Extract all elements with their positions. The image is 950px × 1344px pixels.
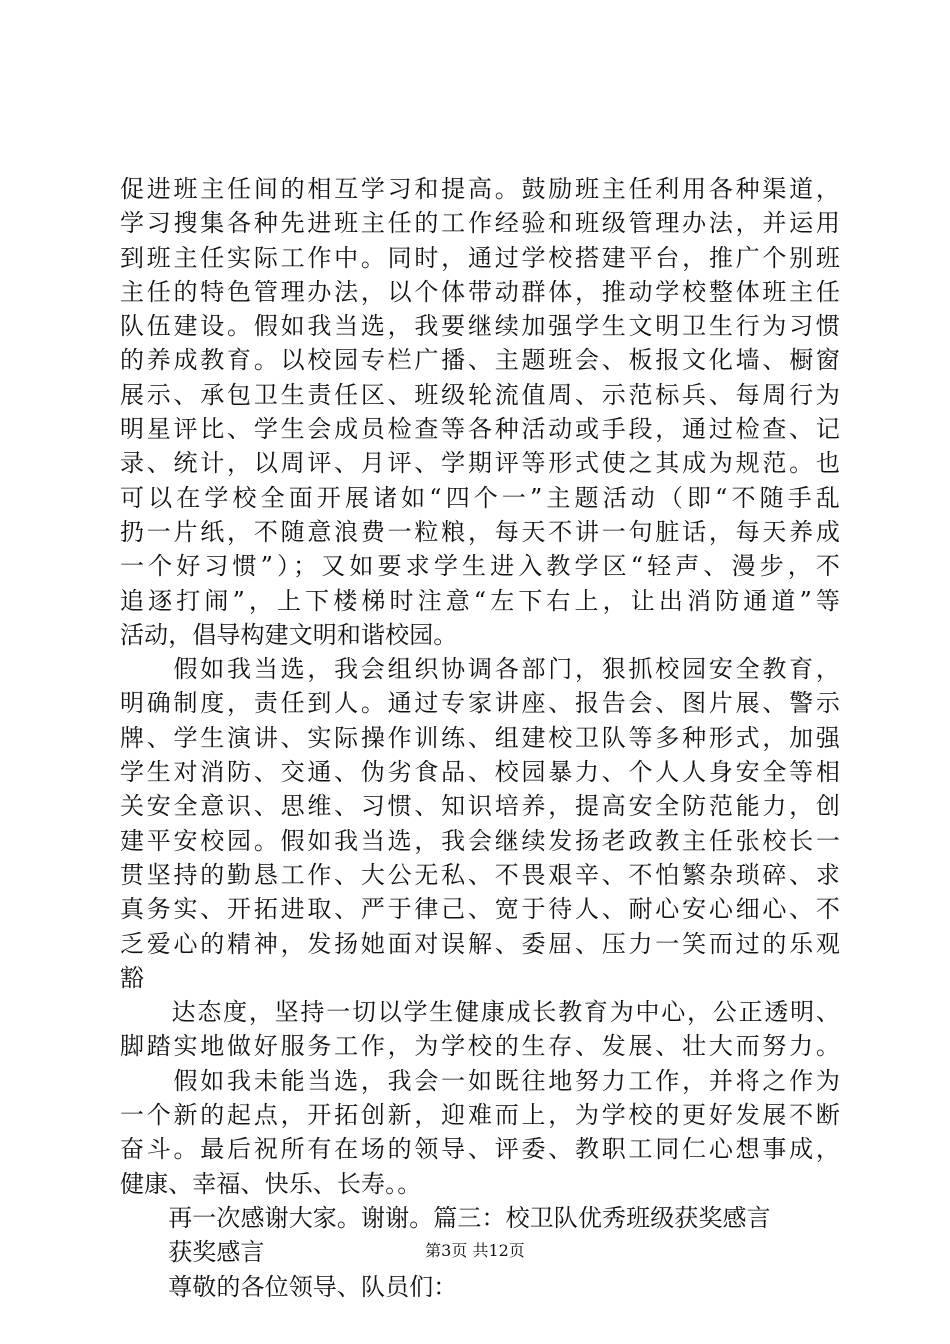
text-line: 健康、幸福、快乐、长寿。。 [120, 1169, 422, 1198]
text-line: 建平安校园。假如我当选，我会继续发扬老政教主任张校长一 [120, 826, 840, 855]
text-line: 明星评比、学生会成员检查等各种活动或手段，通过检查、记 [120, 415, 840, 444]
text-line: 展示、承包卫生责任区、班级轮流值周、示范标兵、每周行为 [120, 380, 840, 409]
text-line: 的养成教育。以校园专栏广播、主题班会、板报文化墙、橱窗 [120, 346, 840, 375]
text-line: 尊敬的各位领导、队员们： [120, 1272, 458, 1301]
text-line: 一个好习惯”）；又如要求学生进入教学区“轻声、漫步，不 [120, 552, 840, 581]
text-line: 脚踏实地做好服务工作，为学校的生存、发展、壮大而努力。 [120, 1032, 840, 1061]
text-line: 学习搜集各种先进班主任的工作经验和班级管理办法，并运用 [120, 209, 840, 238]
text-line: 可以在学校全面开展诸如“四个一”主题活动（即“不随手乱 [120, 483, 840, 512]
text-line: 追逐打闹”，上下楼梯时注意“左下右上，让出消防通道”等 [120, 586, 840, 615]
page-number-footer: 第3页 共12页 [425, 1241, 525, 1260]
text-line: 学生对消防、交通、伪劣食品、校园暴力、个人人身安全等相 [120, 758, 840, 787]
text-line: 队伍建设。假如我当选，我要继续加强学生文明卫生行为习惯 [120, 312, 840, 341]
text-line: 达态度，坚持一切以学生健康成长教育为中心，公正透明、 [120, 998, 840, 1027]
text-line: 假如我未能当选，我会一如既往地努力工作，并将之作为 [120, 1066, 840, 1095]
text-line: 乏爱心的精神，发扬她面对误解、委屈、压力一笑而过的乐观 [120, 929, 840, 958]
text-line: 牌、学生演讲、实际操作训练、组建校卫队等多种形式，加强 [120, 723, 840, 752]
text-line: 假如我当选，我会组织协调各部门，狠抓校园安全教育， [120, 655, 840, 684]
text-line: 主任的特色管理办法，以个体带动群体，推动学校整体班主任 [120, 277, 840, 306]
text-line: 豁 [120, 963, 145, 992]
text-line: 录、统计，以周评、月评、学期评等形式使之其成为规范。也 [120, 449, 840, 478]
text-line: 扔一片纸，不随意浪费一粒粮，每天不讲一句脏话，每天养成 [120, 517, 840, 546]
text-line: 再一次感谢大家。谢谢。篇三：校卫队优秀班级获奖感言 [120, 1203, 771, 1232]
text-line: 真务实、开拓进取、严于律己、宽于待人、耐心安心细心、不 [120, 895, 840, 924]
text-line: 促进班主任间的相互学习和提高。鼓励班主任利用各种渠道， [120, 175, 840, 203]
text-line: 关安全意识、思维、习惯、知识培养，提高安全防范能力，创 [120, 792, 840, 821]
text-line: 获奖感言 [120, 1238, 265, 1267]
text-line: 一个新的起点，开拓创新，迎难而上，为学校的更好发展不断 [120, 1101, 840, 1130]
document-body [120, 172, 840, 1304]
text-line: 贯坚持的勤恳工作、大公无私、不畏艰辛、不怕繁杂琐碎、求 [120, 860, 840, 889]
text-line: 奋斗。最后祝所有在场的领导、评委、教职工同仁心想事成， [120, 1135, 840, 1164]
text-line: 明确制度，责任到人。通过专家讲座、报告会、图片展、警示 [120, 689, 840, 718]
text-line: 活动，倡导构建文明和谐校园。 [120, 620, 458, 649]
text-line: 到班主任实际工作中。同时，通过学校搭建平台，推广个别班 [120, 243, 840, 272]
